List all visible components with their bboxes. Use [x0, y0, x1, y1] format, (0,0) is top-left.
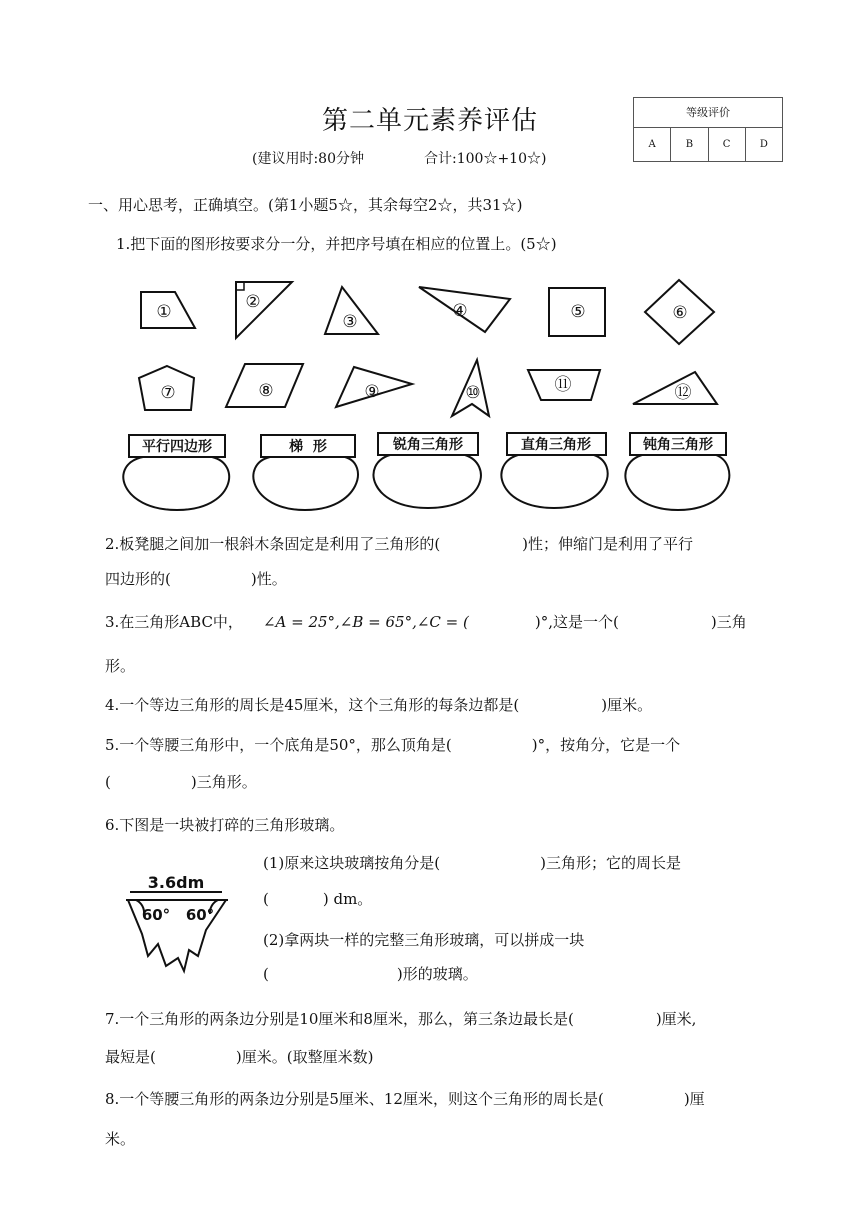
shapes-figure — [120, 272, 740, 517]
glass-angle-left: 60° — [141, 906, 171, 924]
q6-1-text-b: )三角形；它的周长是 — [540, 854, 681, 872]
grade-cell-b: B — [671, 128, 708, 161]
question-5-line2 — [105, 771, 257, 793]
question-6-1-line1 — [263, 852, 778, 874]
shape-num-4: ④ — [452, 301, 468, 321]
section-heading: 一、用心思考，正确填空。(第1小题5☆，其余每空2☆，共31☆) — [88, 196, 523, 214]
q5-text-d: )三角形。 — [190, 773, 257, 791]
grade-table — [633, 97, 783, 162]
question-3-line1 — [105, 611, 747, 633]
q8-text-a: 8.一个等腰三角形的两条边分别是5厘米、12厘米，则这个三角形的周长是( — [105, 1090, 604, 1108]
shape-num-7: ⑦ — [160, 383, 176, 403]
grade-cell-c: C — [709, 128, 746, 161]
category-acute: 锐角三角形 — [393, 437, 463, 453]
q6-1-text-c: ( — [263, 890, 269, 908]
shape-num-11: ⑪ — [554, 375, 572, 395]
question-3-line2: 形。 — [105, 657, 136, 675]
category-parallelogram: 平行四边形 — [142, 439, 212, 455]
q6-1-text-a: (1)原来这块玻璃按角分是( — [263, 854, 441, 872]
q2-text-c: 四边形的( — [105, 570, 171, 588]
question-1: 1.把下面的图形按要求分一分，并把序号填在相应的位置上。(5☆) — [116, 235, 557, 253]
shape-num-3: ③ — [342, 312, 358, 332]
shape-num-6: ⑥ — [672, 303, 688, 323]
category-obtuse: 钝角三角形 — [643, 437, 713, 453]
shape-num-1: ① — [156, 302, 172, 322]
shape-num-12: ⑫ — [674, 383, 692, 403]
question-7-line1 — [105, 1008, 696, 1030]
shape-num-9: ⑨ — [364, 382, 380, 402]
q4-text-a: 4.一个等边三角形的周长是45厘米，这个三角形的每条边都是( — [105, 696, 520, 714]
question-8-line1 — [105, 1088, 705, 1110]
question-2-line2 — [105, 568, 287, 590]
question-6: 6.下图是一块被打碎的三角形玻璃。 — [105, 816, 345, 834]
q3-text-a: 3.在三角形ABC中， — [105, 613, 243, 631]
shape-num-10: ⑩ — [465, 383, 481, 403]
q8-text-b: )厘 — [683, 1090, 705, 1108]
category-right: 直角三角形 — [521, 437, 591, 453]
q5-text-b: )°，按角分，它是一个 — [531, 736, 681, 754]
q5-text-a: 5.一个等腰三角形中，一个底角是50°，那么顶角是( — [105, 736, 452, 754]
question-5-line1 — [105, 734, 680, 756]
question-8-line2: 米。 — [105, 1130, 136, 1148]
q7-text-b: )厘米, — [655, 1010, 697, 1028]
q3-math: ∠A = 25°,∠B = 65°,∠C = ( — [262, 613, 469, 631]
shape-num-5: ⑤ — [570, 302, 586, 322]
grade-cell-d: D — [759, 139, 768, 150]
question-4 — [105, 694, 652, 716]
subtitle — [252, 148, 546, 168]
shape-num-2: ② — [245, 292, 261, 312]
page-title: 第二单元素养评估 — [321, 106, 538, 136]
q5-text-c: ( — [105, 773, 111, 791]
q6-2-text-c: )形的玻璃。 — [396, 965, 478, 983]
question-2-line1 — [105, 533, 693, 555]
broken-glass-figure — [118, 868, 238, 978]
glass-length-label: 3.6dm — [147, 873, 205, 892]
q3-text-c: )三角 — [710, 613, 747, 631]
q2-text-a: 2.板凳腿之间加一根斜木条固定是利用了三角形的( — [105, 535, 441, 553]
category-trapezoid: 梯 形 — [289, 439, 327, 455]
q7-text-a: 7.一个三角形的两条边分别是10厘米和8厘米，那么，第三条边最长是( — [105, 1010, 574, 1028]
q4-text-b: )厘米。 — [601, 696, 653, 714]
shape-num-8: ⑧ — [258, 381, 274, 401]
q2-text-d: )性。 — [250, 570, 287, 588]
glass-angle-right: 60° — [185, 906, 215, 924]
question-6-2-line1: (2)拿两块一样的完整三角形玻璃，可以拼成一块 — [263, 931, 585, 949]
q6-2-text-b: ( — [263, 965, 269, 983]
question-6-2-line2 — [263, 963, 778, 985]
time-hint: (建议用时:80分钟 — [252, 151, 364, 167]
q7-text-d: )厘米。(取整厘米数) — [235, 1048, 374, 1066]
q3-text-b: )°,这是一个( — [534, 613, 619, 631]
question-7-line2 — [105, 1046, 373, 1068]
question-6-1-line2 — [263, 888, 778, 910]
q7-text-c: 最短是( — [105, 1048, 156, 1066]
q2-text-b: )性；伸缩门是利用了平行 — [522, 535, 694, 553]
grade-cell-a: A — [634, 128, 671, 161]
q6-1-text-d: ) dm。 — [322, 890, 373, 908]
total-score: 合计:100☆+10☆) — [424, 151, 547, 167]
grade-label: 等级评价 — [634, 98, 782, 128]
